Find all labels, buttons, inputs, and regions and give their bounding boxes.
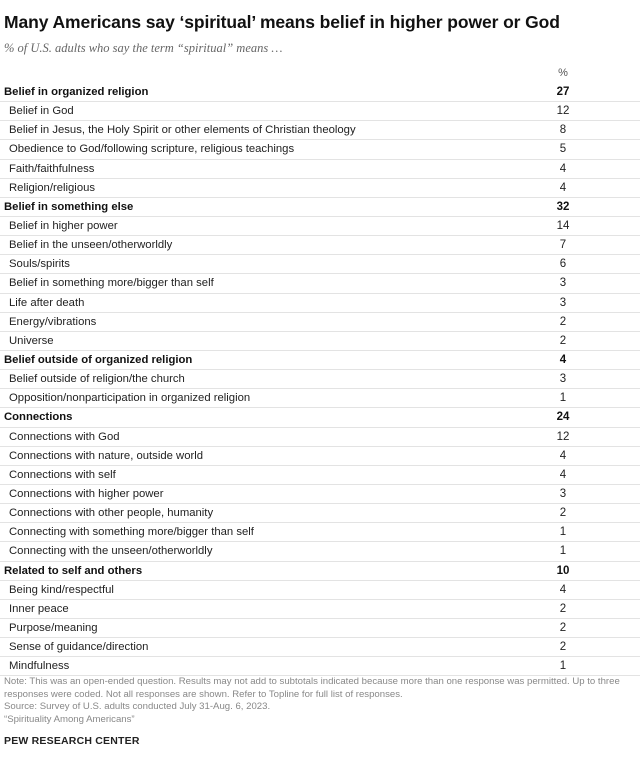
table-row: [0, 638, 640, 657]
table-row: [0, 332, 640, 351]
row-label: Connecting with the unseen/otherworldly: [9, 545, 213, 558]
row-value: 4: [559, 162, 567, 175]
table-row: [0, 140, 640, 159]
row-value: 1: [559, 392, 567, 405]
row-label: Inner peace: [9, 602, 69, 615]
row-value: 12: [556, 430, 570, 443]
table-row: [0, 447, 640, 466]
table-row: [0, 274, 640, 293]
row-value: 2: [559, 315, 567, 328]
row-value: 2: [559, 334, 567, 347]
report-title: “Spirituality Among Americans”: [4, 713, 135, 725]
row-value: 3: [559, 487, 567, 500]
category-row: [0, 408, 640, 427]
row-label: Being kind/respectful: [9, 583, 114, 596]
row-value: 3: [559, 373, 567, 386]
table-row: [0, 389, 640, 408]
category-label: Belief in something else: [4, 200, 134, 213]
table-row: [0, 657, 640, 676]
row-label: Energy/vibrations: [9, 315, 97, 328]
row-value: 3: [559, 277, 567, 290]
row-value: 3: [559, 296, 567, 309]
table-row: [0, 255, 640, 274]
row-label: Faith/faithfulness: [9, 162, 95, 175]
row-label: Purpose/meaning: [9, 621, 98, 634]
row-label: Souls/spirits: [9, 258, 70, 271]
row-label: Connections with God: [9, 430, 120, 443]
response-table: [0, 83, 640, 676]
row-value: 12: [556, 105, 570, 118]
note-text: Note: This was an open-ended question. Results may not add to subtotals indicated because more than one response was permitted. Up to three responses were coded. Not all responses are shown. Refer to Topline for full list of responses.: [4, 676, 620, 700]
row-value: 4: [559, 468, 567, 481]
row-label: Universe: [9, 334, 54, 347]
row-value: 4: [559, 449, 567, 462]
row-label: Connections with nature, outside world: [9, 449, 204, 462]
row-label: Life after death: [9, 296, 85, 309]
category-value: 10: [556, 564, 570, 577]
row-value: 8: [559, 124, 567, 137]
row-label: Connecting with something more/bigger than self: [9, 526, 254, 539]
table-row: [0, 102, 640, 121]
category-value: 27: [556, 86, 570, 98]
row-label: Mindfulness: [9, 660, 70, 673]
category-value: 24: [556, 411, 570, 424]
category-label: Connections: [4, 411, 73, 424]
category-label: Related to self and others: [4, 564, 143, 577]
row-label: Belief in something more/bigger than self: [9, 277, 214, 290]
row-value: 7: [559, 239, 567, 252]
row-label: Sense of guidance/direction: [9, 641, 149, 654]
row-label: Belief in God: [9, 105, 74, 118]
row-value: 1: [559, 660, 567, 673]
chart-subtitle: % of U.S. adults who say the term “spiritual” means …: [4, 41, 283, 55]
table-row: [0, 600, 640, 619]
value-column-header: %: [558, 67, 568, 79]
category-row: [0, 83, 640, 102]
source-text: Source: Survey of U.S. adults conducted July 31-Aug. 6, 2023.: [4, 701, 271, 712]
table-row: [0, 179, 640, 198]
row-label: Connections with other people, humanity: [9, 507, 214, 520]
row-label: Belief in Jesus, the Holy Spirit or other elements of Christian theology: [9, 124, 356, 137]
category-row: [0, 562, 640, 581]
pew-logo: PEW RESEARCH CENTER: [4, 735, 140, 747]
row-label: Connections with self: [9, 468, 116, 481]
row-label: Connections with higher power: [9, 487, 164, 500]
row-label: Opposition/nonparticipation in organized religion: [9, 392, 251, 405]
table-row: [0, 523, 640, 542]
row-label: Religion/religious: [9, 181, 96, 194]
footnotes: [4, 676, 632, 726]
row-label: Obedience to God/following scripture, religious teachings: [9, 143, 295, 156]
row-value: 5: [559, 143, 567, 156]
category-row: [0, 351, 640, 370]
category-value: 4: [559, 353, 567, 366]
row-value: 1: [559, 526, 567, 539]
row-label: Belief in higher power: [9, 219, 118, 232]
category-row: [0, 198, 640, 217]
row-value: 2: [559, 602, 567, 615]
table-row: [0, 504, 640, 523]
table-row: [0, 217, 640, 236]
row-value: 6: [559, 258, 567, 271]
row-value: 2: [559, 641, 567, 654]
table-row: [0, 370, 640, 389]
table-row: [0, 581, 640, 600]
table-row: [0, 294, 640, 313]
chart-title: Many Americans say ‘spiritual’ means belief in higher power or God: [4, 12, 560, 32]
row-value: 4: [559, 583, 567, 596]
category-label: Belief in organized religion: [4, 86, 149, 98]
table-row: [0, 313, 640, 332]
category-value: 32: [556, 200, 570, 213]
table-row: [0, 428, 640, 447]
row-value: 4: [559, 181, 567, 194]
row-value: 14: [556, 219, 570, 232]
table-row: [0, 466, 640, 485]
table-row: [0, 121, 640, 140]
row-value: 2: [559, 507, 567, 520]
row-value: 1: [559, 545, 567, 558]
row-value: 2: [559, 621, 567, 634]
row-label: Belief outside of religion/the church: [9, 373, 185, 386]
table-row: [0, 485, 640, 504]
table-row: [0, 236, 640, 255]
row-label: Belief in the unseen/otherworldly: [9, 239, 173, 252]
category-label: Belief outside of organized religion: [4, 353, 193, 366]
table-row: [0, 542, 640, 561]
table-row: [0, 160, 640, 179]
table-row: [0, 619, 640, 638]
